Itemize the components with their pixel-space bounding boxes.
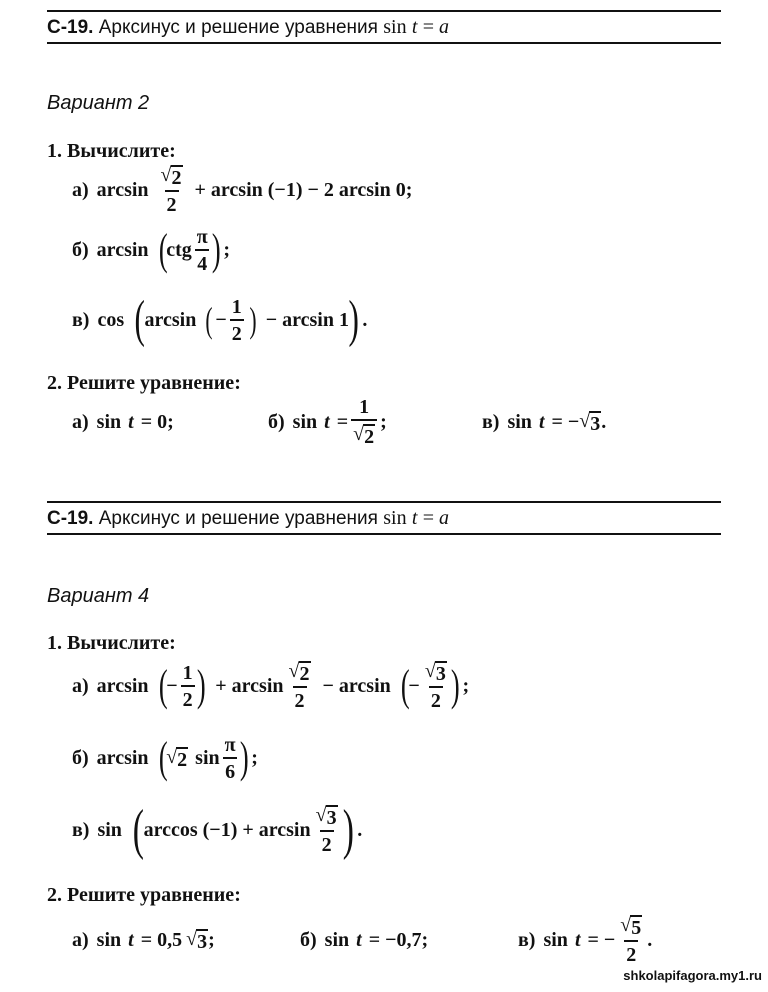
fraction: $\frac{\pi}{4}$ <box>196 225 208 275</box>
problem-2b: б) sin t = −0,7; <box>300 928 429 951</box>
variant-title-2: Вариант 4 <box>47 585 150 607</box>
sqrt: √ 3 <box>424 660 446 685</box>
task-2-heading <box>47 372 241 395</box>
fraction: $\frac{\pi}{6}$ <box>224 733 236 783</box>
fraction: √ 2 2 <box>288 660 310 712</box>
fraction: √ 3 2 <box>424 660 446 712</box>
problem-2a: а) sin t = 0; <box>72 410 174 433</box>
title-var-a: a <box>438 507 449 529</box>
expr-text: arcsin <box>96 178 149 201</box>
title-eq: = <box>422 507 439 529</box>
item-label: б) <box>300 928 317 951</box>
item-label: б) <box>268 410 285 433</box>
problem-1c: в) cos ( arcsin ( − $\frac{1}{2}$ ) − arcsin 1 ) . <box>72 291 368 348</box>
sqrt: √ 2 <box>166 745 188 771</box>
fraction: $\frac{1}{2}$ <box>182 661 193 711</box>
item-label: а) <box>72 674 89 697</box>
fraction: √ 3 2 <box>315 804 337 856</box>
problem-2c: в) sin t = − √ 3 . <box>482 409 607 435</box>
expr-text: arcsin <box>96 238 149 261</box>
watermark: shkolapifagora.my1.ru <box>623 968 762 983</box>
problem-1b: б) arcsin ( √ 2 sin $\frac{\pi}{6}$ ) ; <box>72 733 258 783</box>
fraction: √ 2 2 <box>160 164 182 216</box>
section-header-1 <box>47 10 721 44</box>
item-label: а) <box>72 928 89 951</box>
item-label: а) <box>72 178 89 201</box>
task-number: 2. <box>47 884 62 906</box>
fraction: √ 5 2 <box>620 914 642 966</box>
item-label: в) <box>518 928 536 951</box>
fraction: 1 √ 2 <box>351 397 377 447</box>
problem-1b: б) arcsin ( ctg $\frac{\pi}{4}$ ) ; <box>72 225 231 275</box>
sqrt: √ 2 <box>160 164 182 189</box>
task-2-heading <box>47 884 241 907</box>
task-number: 1. <box>47 140 62 162</box>
sqrt: √ 3 <box>579 409 601 435</box>
item-label: в) <box>72 818 90 841</box>
variant-title-1: Вариант 2 <box>47 92 150 114</box>
section-code: С-19. <box>47 17 94 38</box>
section-title: Арксинус и решение уравнения <box>98 17 378 38</box>
title-eq: = <box>422 16 439 38</box>
problem-2a: а) sin t = 0,5 √ 3 ; <box>72 927 215 953</box>
expr-text: ctg <box>166 238 192 261</box>
task-1-heading <box>47 140 176 163</box>
section-code: С-19. <box>47 508 94 529</box>
task-title: Вычислите: <box>67 632 176 654</box>
title-var-t: t <box>411 507 418 529</box>
item-label: в) <box>482 410 500 433</box>
task-title: Вычислите: <box>67 140 176 162</box>
section-header-2 <box>47 501 721 535</box>
problem-1c: в) sin ( arccos (−1) + arcsin √ 3 2 ) . <box>72 799 363 861</box>
title-sin: sin <box>383 507 407 529</box>
task-title: Решите уравнение: <box>67 884 241 906</box>
fraction: $\frac{1}{2}$ <box>231 295 242 345</box>
problem-2b: б) sin t = 1 √ 2 ; <box>268 396 387 448</box>
sqrt: √ 2 <box>353 423 375 448</box>
expr-text: + arcsin (−1) − 2 arcsin 0; <box>194 178 413 201</box>
task-number: 1. <box>47 632 62 654</box>
title-var-a: a <box>438 16 449 38</box>
problem-2c: в) sin t = − √ 5 2 . <box>518 914 653 966</box>
task-title: Решите уравнение: <box>67 372 241 394</box>
sqrt: √ 2 <box>288 660 310 685</box>
sqrt: √ 5 <box>620 914 642 939</box>
expr-text: . <box>362 308 368 331</box>
task-1-heading <box>47 632 176 655</box>
expr-text: arcsin <box>144 308 197 331</box>
item-label: б) <box>72 746 89 769</box>
expr-text: cos <box>97 308 125 331</box>
section-title: Арксинус и решение уравнения <box>98 508 378 529</box>
problem-1a: а) arcsin ( − $\frac{1}{2}$ ) + arcsin √ 2 2 − arcsin ( − √ 3 2 ) ; <box>72 660 470 712</box>
item-label: б) <box>72 238 89 261</box>
expr-text: ; <box>223 238 231 261</box>
sqrt: √ 3 <box>186 927 208 953</box>
item-label: а) <box>72 410 89 433</box>
expr-text: − arcsin 1 <box>265 308 349 331</box>
title-var-t: t <box>411 16 418 38</box>
title-sin: sin <box>383 16 407 38</box>
problem-1a <box>72 162 412 218</box>
sqrt: √ 3 <box>315 804 337 829</box>
item-label: в) <box>72 308 90 331</box>
task-number: 2. <box>47 372 62 394</box>
